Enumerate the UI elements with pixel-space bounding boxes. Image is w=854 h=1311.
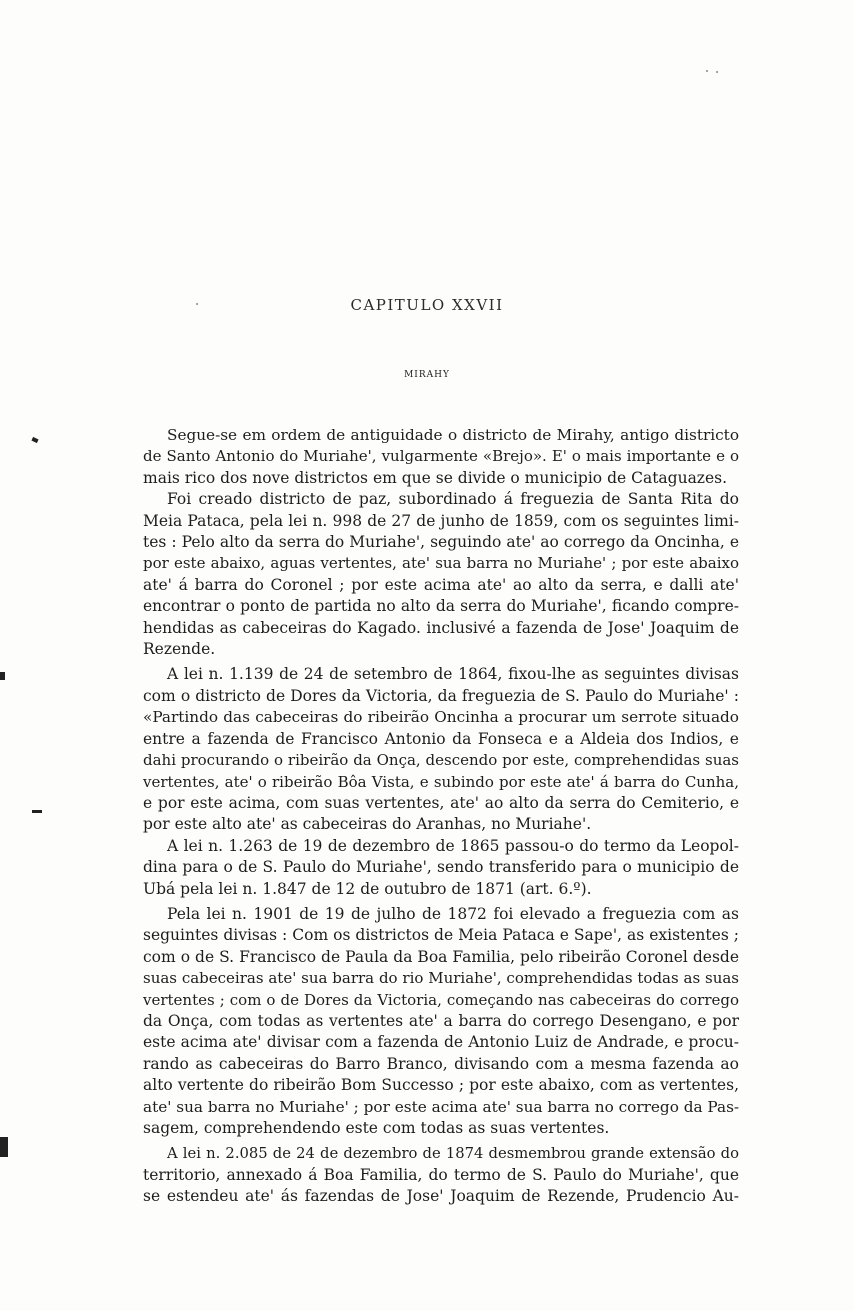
text-line: da Onça, com todas as vertentes ate' a barra do corrego Desengano, e por bbox=[143, 1011, 739, 1030]
text-line: Meia Pataca, pela lei n. 998 de 27 de junho de 1859, com os seguintes limi- bbox=[143, 511, 739, 530]
text-line: Segue-se em ordem de antiguidade o districto de Mirahy, antigo districto bbox=[167, 426, 739, 444]
text-line: e por este acima, com suas vertentes, ate' ao alto da serra do Cemiterio, e bbox=[143, 793, 739, 812]
text-line: territorio, annexado á Boa Familia, do termo de S. Paulo do Muriahe', que bbox=[143, 1165, 739, 1184]
paragraph bbox=[143, 664, 739, 835]
body-text bbox=[143, 425, 739, 1208]
paragraph bbox=[143, 904, 739, 1139]
text-line: dahi procurando o ribeirão da Onça, descendo por este, comprehendidas suas bbox=[143, 751, 739, 770]
text-line: ate' á barra do Coronel ; por este acima ate' ao alto da serra, e dalli ate' bbox=[143, 575, 739, 594]
text-line: por este alto ate' as cabeceiras do Aranhas, no Muriahe'. bbox=[143, 815, 592, 834]
text-line: tes : Pelo alto da serra do Muriahe', seguindo ate' ao corrego da Oncinha, e bbox=[143, 533, 739, 552]
text-line: Foi creado districto de paz, subordinado á freguezia de Santa Rita do bbox=[167, 490, 739, 509]
text-line: A lei n. 1.139 de 24 de setembro de 1864, fixou-lhe as seguintes divisas bbox=[167, 665, 739, 684]
paragraph bbox=[143, 489, 739, 660]
text-line: de Santo Antonio do Muriahe', vulgarmente «Brejo». E' o mais importante e o bbox=[143, 447, 739, 466]
text-line: vertentes, ate' o ribeirão Bôa Vista, e subindo por este ate' á barra do Cunha, bbox=[143, 772, 739, 791]
paragraph bbox=[143, 425, 739, 489]
chapter-title: CAPITULO XXVII bbox=[350, 296, 504, 314]
text-line: A lei n. 2.085 de 24 de dezembro de 1874 desmembrou grande extensão do bbox=[167, 1145, 739, 1163]
scan-speck bbox=[706, 70, 708, 72]
text-line: encontrar o ponto de partida no alto da serra do Muriahe', ficando compre- bbox=[143, 597, 739, 616]
text-line: suas cabeceiras ate' sua barra do rio Muriahe', comprehendidas todas as suas bbox=[143, 969, 739, 988]
text-line: alto vertente do ribeirão Bom Successo ; por este abaixo, com as vertentes, bbox=[143, 1076, 739, 1095]
margin-mark bbox=[32, 810, 42, 813]
text-line: seguintes divisas : Com os districtos de Meia Pataca e Sape', as existentes ; bbox=[143, 926, 739, 945]
text-line: Ubá pela lei n. 1.847 de 12 de outubro de 1871 (art. 6.º). bbox=[143, 879, 592, 898]
margin-mark bbox=[31, 437, 38, 443]
scan-speck bbox=[716, 71, 718, 73]
paragraph bbox=[143, 1143, 739, 1207]
text-line: Rezende. bbox=[143, 640, 216, 659]
text-line: hendidas as cabeceiras do Kagado. inclusivé a fazenda de Jose' Joaquim de bbox=[143, 618, 739, 637]
section-title: MIRAHY bbox=[404, 370, 450, 380]
text-line: A lei n. 1.263 de 19 de dezembro de 1865 passou-o do termo da Leopol- bbox=[167, 836, 739, 855]
margin-mark bbox=[0, 672, 5, 680]
margin-mark bbox=[0, 1137, 8, 1157]
text-line: vertentes ; com o de Dores da Victoria, começando nas cabeceiras do corrego bbox=[143, 990, 739, 1009]
text-line: entre a fazenda de Francisco Antonio da Fonseca e a Aldeia dos Indios, e bbox=[143, 729, 739, 748]
text-line: dina para o de S. Paulo do Muriahe', sendo transferido para o municipio de bbox=[143, 858, 739, 877]
text-line: rando as cabeceiras do Barro Branco, divisando com a mesma fazenda ao bbox=[143, 1054, 739, 1073]
text-line: ate' sua barra no Muriahe' ; por este acima ate' sua barra no corrego da Pas- bbox=[143, 1097, 740, 1116]
text-line: se estendeu ate' ás fazendas de Jose' Joaquim de Rezende, Prudencio Au- bbox=[143, 1187, 739, 1206]
paragraph bbox=[143, 836, 739, 900]
text-line: este acima ate' divisar com a fazenda de Antonio Luiz de Andrade, e procu- bbox=[143, 1033, 739, 1052]
text-line: por este abaixo, aguas vertentes, ate' sua barra no Muriahe' ; por este abaixo bbox=[143, 554, 739, 573]
text-line: mais rico dos nove districtos em que se divide o municipio de Cataguazes. bbox=[143, 468, 728, 487]
text-line: sagem, comprehendendo este com todas as suas vertentes. bbox=[143, 1119, 610, 1137]
text-line: «Partindo das cabeceiras do ribeirão Oncinha a procurar um serrote situado bbox=[143, 708, 739, 727]
text-line: Pela lei n. 1901 de 19 de julho de 1872 foi elevado a freguezia com as bbox=[167, 904, 739, 923]
text-line: com o districto de Dores da Victoria, da freguezia de S. Paulo do Muriahe' : bbox=[143, 686, 739, 705]
text-line: com o de S. Francisco de Paula da Boa Familia, pelo ribeirão Coronel desde bbox=[143, 947, 739, 966]
